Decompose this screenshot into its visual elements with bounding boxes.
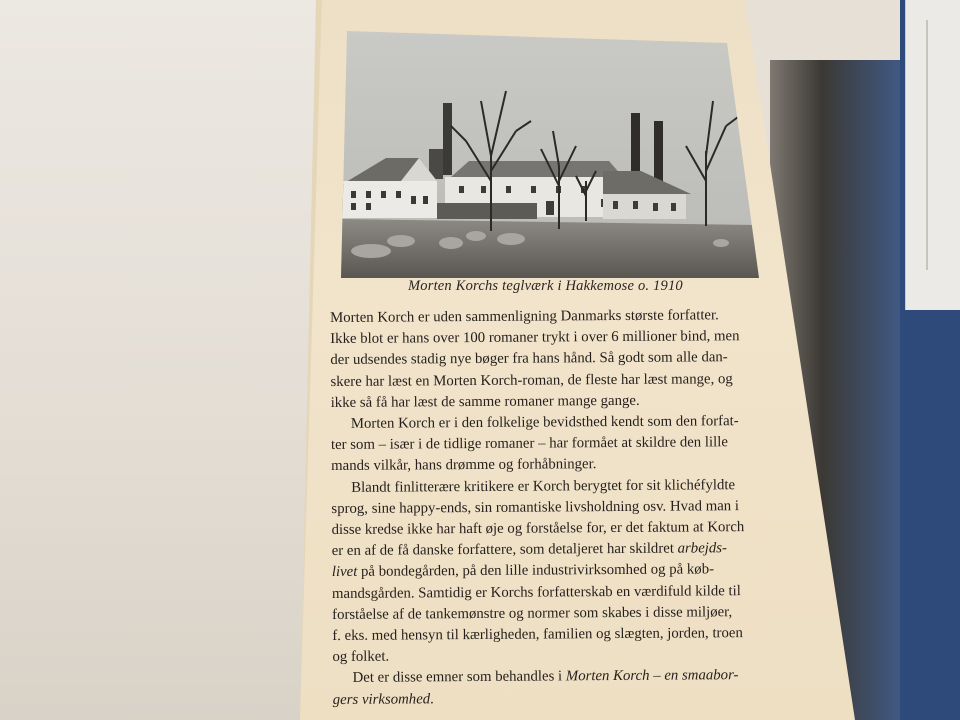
italic-text: gers virksomhed <box>332 690 431 708</box>
line-text: Ikke blot er hans over 100 romaner trykt i over 6 millioner bind, men <box>330 328 740 348</box>
body-text <box>330 305 811 711</box>
line-text: . <box>430 690 434 707</box>
roof-middle <box>451 161 623 177</box>
photo-caption: Morten Korchs teglværk i Hakkemose o. 1910 <box>408 278 683 294</box>
text-line <box>331 411 809 436</box>
ground <box>341 219 759 278</box>
text-line <box>331 517 809 542</box>
line-text: mands vilkår, hans drømme og forhåbninger. <box>331 456 597 475</box>
chimney <box>443 103 452 175</box>
line-text: mandsgården. Samtidig er Korchs forfatterskab en værdifuld kilde til <box>331 582 741 602</box>
line-text: ikke så få har læst de samme romaner mange gange. <box>330 392 640 411</box>
line-text: og folket. <box>332 648 390 666</box>
line-text: på bondegården, på den lille industrivirksomhed og på køb- <box>357 561 715 581</box>
paper-edge-line <box>926 20 928 270</box>
text-line <box>332 623 810 648</box>
text-line <box>333 686 811 711</box>
line-text: der udsendes stadig nye bøger fra hans hånd. Så godt som alle dan- <box>330 349 728 369</box>
factory-photograph <box>341 31 759 278</box>
italic-text: arbejds- <box>677 540 727 557</box>
building-left <box>341 181 437 218</box>
paper-stack <box>905 0 960 310</box>
chimney <box>631 113 640 181</box>
chimney <box>654 121 663 181</box>
line-text: ter som – især i de tidlige romaner – har formået at skildre den lille <box>330 434 728 454</box>
text-line <box>332 580 810 605</box>
italic-text: livet <box>331 564 358 581</box>
line-text: Blandt finlitterære kritikere er Korch berygtet for sit klichéfyldte <box>351 476 736 496</box>
line-text: Morten Korch er i den folkelige bevidsthed kendt som den forfat- <box>350 413 739 432</box>
line-text: disse kredse ikke har haft øje og forståelse for, er det faktum at Korch <box>331 519 745 539</box>
brickworks-illustration <box>341 31 759 278</box>
text-line <box>330 326 808 351</box>
line-text: skere har læst en Morten Korch-roman, de fleste har læst mange, og <box>330 370 733 390</box>
line-text: forståelse af de tankemønstre og normer som skabes i disse miljøer, <box>332 604 733 623</box>
line-text: Morten Korch er uden sammenligning Danmarks største forfatter. <box>330 307 719 326</box>
paragraph <box>331 474 810 668</box>
line-text: sprog, sine happy-ends, sin romantiske livsholdning osv. Hvad man i <box>331 497 740 517</box>
paragraph <box>331 411 809 478</box>
italic-text: Morten Korch – en smaabor- <box>565 667 739 685</box>
paragraph <box>330 305 809 414</box>
line-text: Det er disse emner som behandles i <box>352 668 566 687</box>
table-surface <box>0 0 330 720</box>
wall <box>437 203 537 219</box>
line-text: f. eks. med hensyn til kærligheden, familien og slægten, jorden, troen <box>332 625 743 645</box>
line-text: er en af de få danske forfattere, som detaljeret har skildret <box>331 540 678 560</box>
paragraph <box>333 665 811 711</box>
